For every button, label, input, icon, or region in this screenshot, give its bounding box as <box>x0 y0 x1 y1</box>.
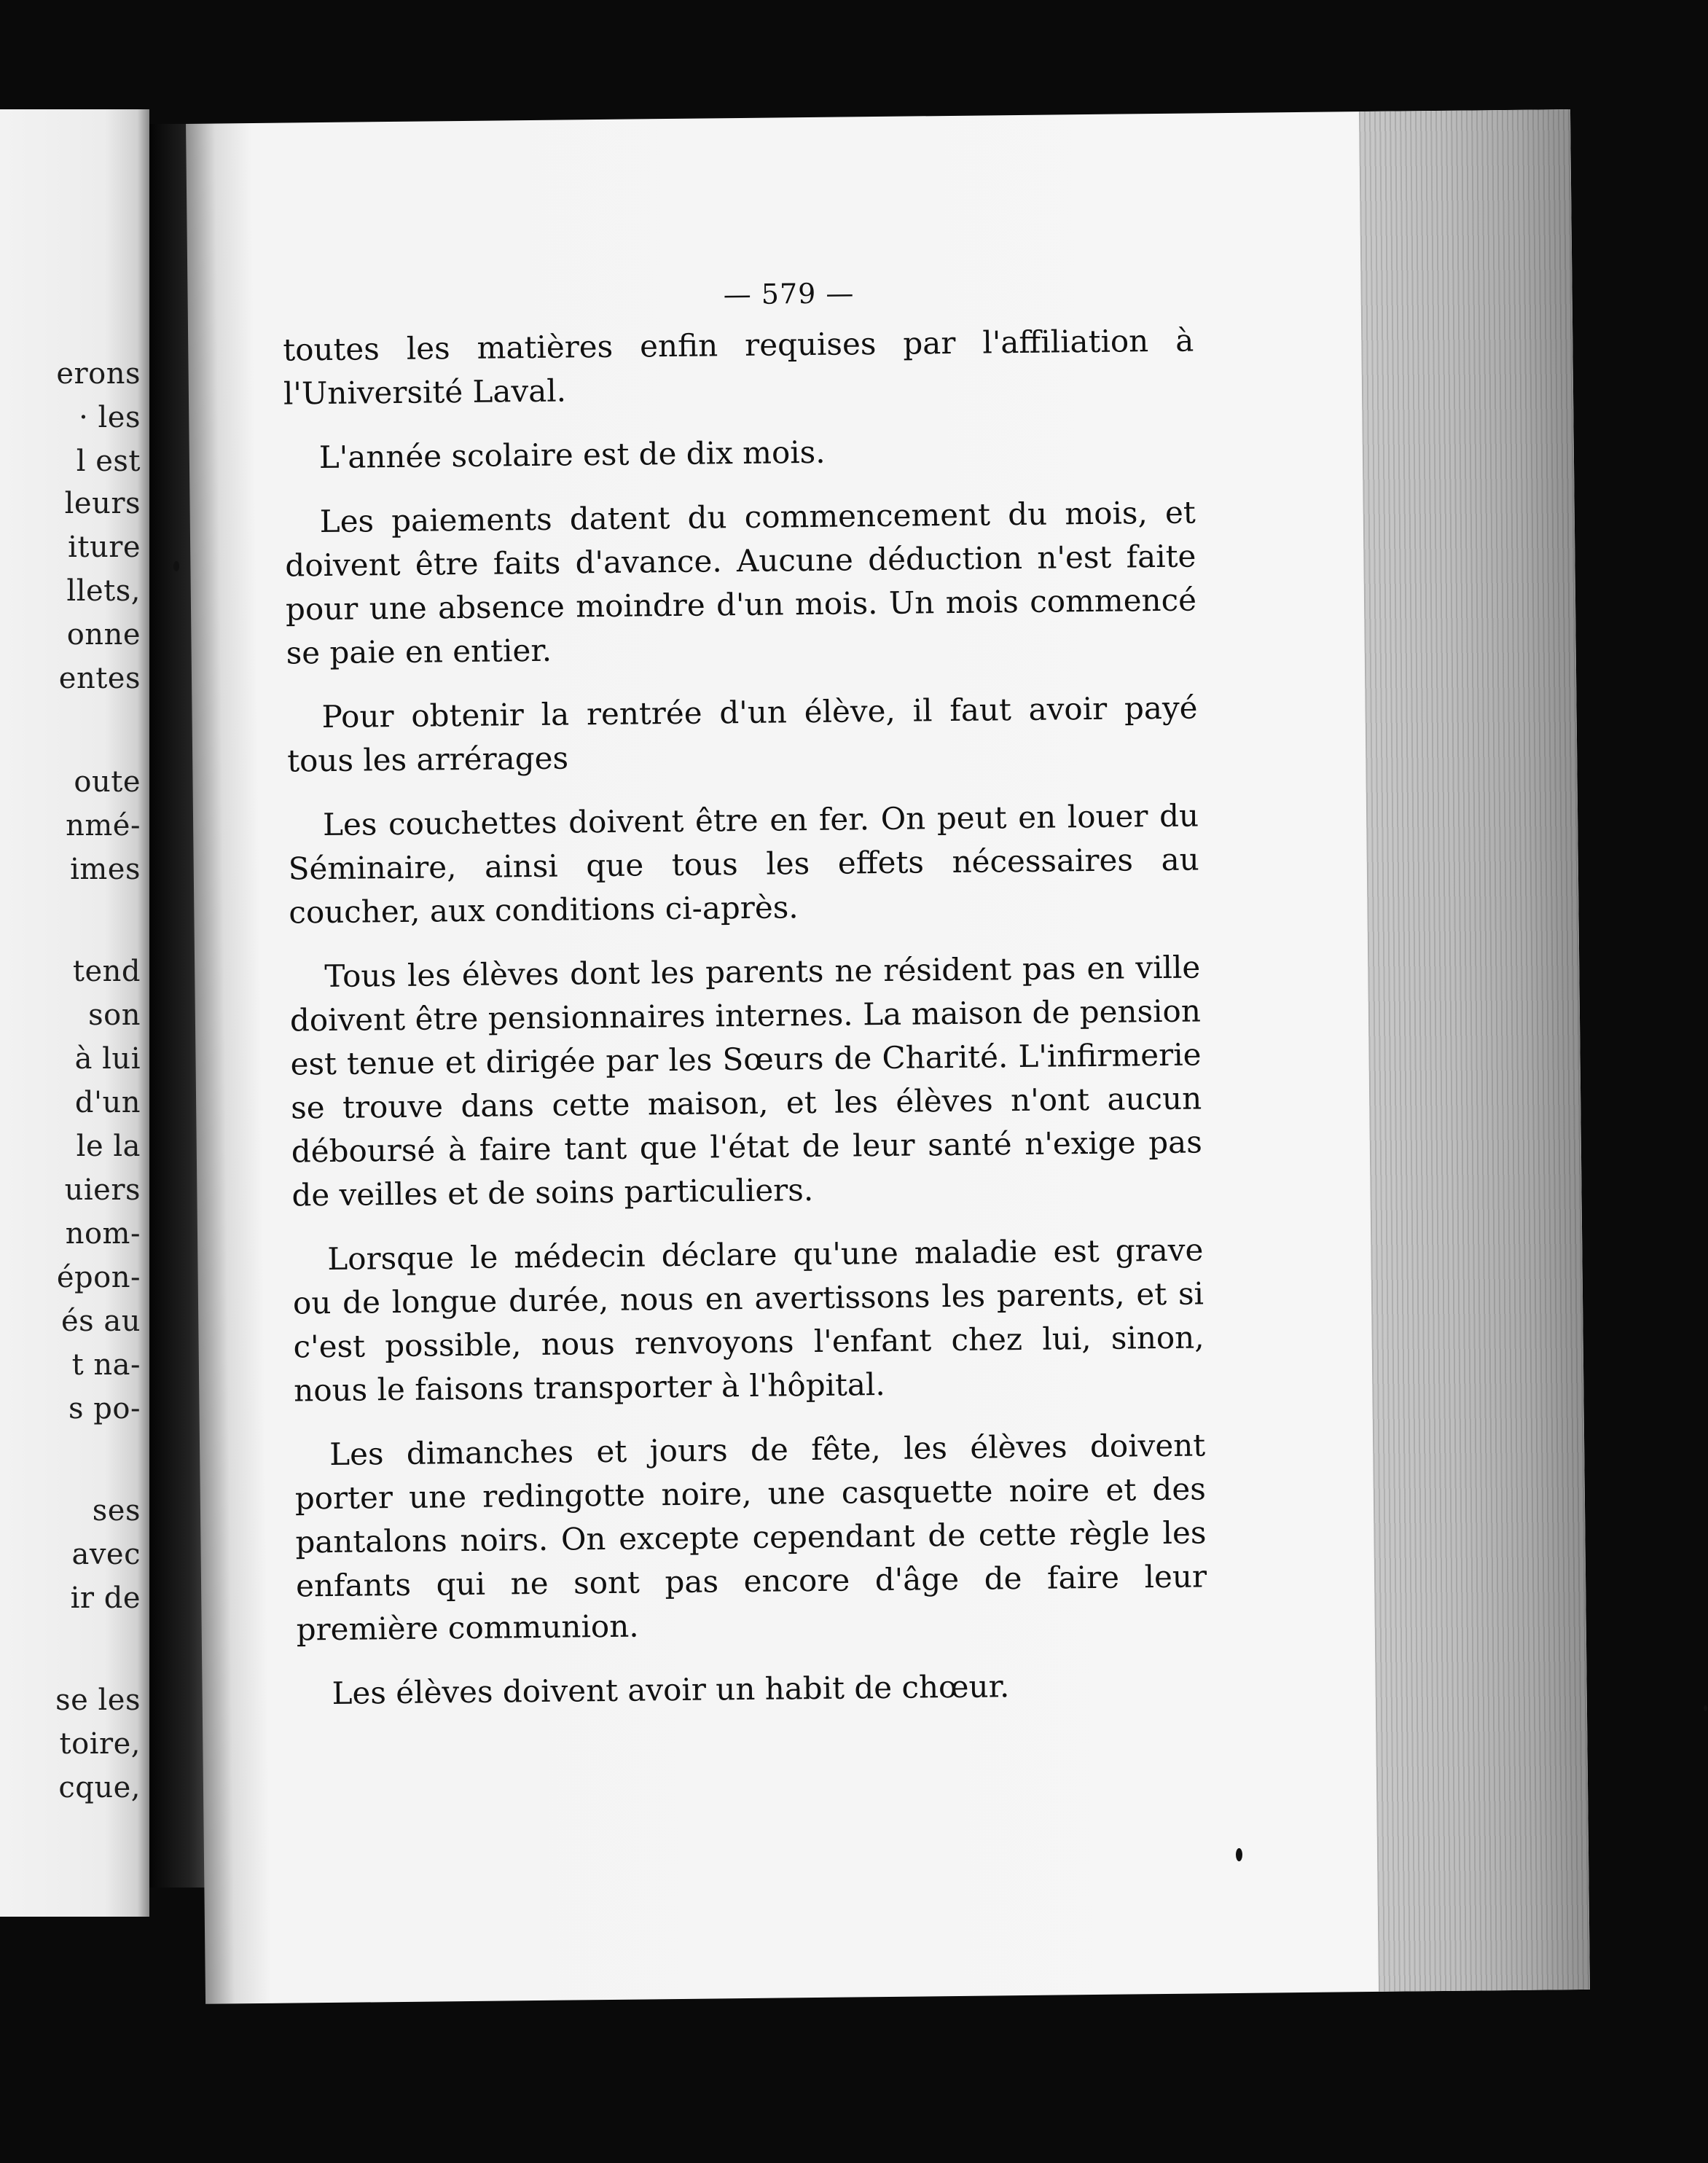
left-text-fragment: le la <box>76 1130 141 1163</box>
left-text-fragment: épon- <box>56 1261 141 1294</box>
left-text-fragment: d'un <box>74 1086 141 1119</box>
left-text-fragment: à lui <box>74 1042 141 1076</box>
left-text-fragment: son <box>88 998 141 1032</box>
left-text-fragment: toire, <box>59 1727 141 1761</box>
left-text-fragment: · les <box>79 401 141 434</box>
left-text-fragment: nmé- <box>66 809 141 842</box>
left-text-fragment: cque, <box>58 1771 141 1804</box>
paragraph: Les paiements datent du commencement du mois, et doivent être faits d'avance. Aucune déduction n'est faite pour une absence moindre d'un mois. Un mois commencé se paie en entier. <box>285 494 1197 671</box>
scan-speck <box>1236 1848 1242 1861</box>
left-text-fragment: oute <box>74 765 141 799</box>
left-text-fragment: onne <box>66 618 141 652</box>
paragraph: L'année scolaire est de dix mois. <box>318 434 826 476</box>
page-fore-edge <box>1359 109 1590 1992</box>
left-text-fragment: leurs <box>64 487 141 520</box>
left-text-fragment: erons <box>56 357 141 391</box>
left-text-fragment: tend <box>72 955 141 988</box>
paragraph: Les élèves doivent avoir un habit de chœur. <box>332 1668 1010 1711</box>
page-text-block <box>282 273 1208 1736</box>
paragraph: Tous les élèves dont les parents ne résident pas en ville doivent être pensionnaires internes. La maison de pension est tenue et dirigée par les Sœurs de Charité. L'infirmerie se trouve dans cette maison, et les élèves n'ont aucun déboursé à faire tant que l'état de leur santé n'exige pas de veilles et de soins particuliers. <box>289 949 1203 1213</box>
left-text-fragment: és au <box>60 1305 141 1338</box>
left-text-fragment: se les <box>55 1683 141 1717</box>
right-page <box>186 109 1590 2004</box>
scan-speck <box>173 561 179 571</box>
left-text-fragment: avec <box>71 1538 141 1571</box>
page-number: — 579 — <box>723 277 855 311</box>
left-text-fragment: ir de <box>70 1581 141 1615</box>
left-text-fragment: imes <box>70 853 141 886</box>
left-text-fragment: llets, <box>66 574 141 608</box>
paragraph: Les dimanches et jours de fête, les élèves doivent porter une redingotte noire, une casquette noire et des pantalons noirs. On excepte cependant de cette règle les enfants qui ne sont pas encore d'âge de faire leur première communion. <box>294 1427 1207 1648</box>
left-text-fragment: ses <box>92 1494 141 1528</box>
left-page <box>0 109 149 1917</box>
left-text-fragment: s po- <box>68 1392 141 1425</box>
paragraph: toutes les matières enfin requises par l'affiliation à l'Université Laval. <box>283 322 1194 412</box>
left-text-fragment: l est <box>76 445 141 478</box>
paragraph: Lorsque le médecin déclare qu'une maladie est grave ou de longue durée, nous en avertissons les parents, et si c'est possible, nous renvoyons l'enfant chez lui, sinon, nous le faisons transporter à l'hôpital. <box>292 1232 1204 1409</box>
left-text-fragment: nom- <box>65 1217 141 1251</box>
left-text-fragment: uiers <box>64 1173 141 1207</box>
left-text-fragment: iture <box>68 531 141 564</box>
scan-speck <box>1704 1705 1707 1711</box>
paragraph: Pour obtenir la rentrée d'un élève, il faut avoir payé tous les arrérages <box>286 689 1198 779</box>
paragraph: Les couchettes doivent être en fer. On peut en louer du Séminaire, ainsi que tous les effets nécessaires au coucher, aux conditions ci-après. <box>288 797 1199 931</box>
left-text-fragment: t na- <box>71 1348 141 1382</box>
left-text-fragment: entes <box>58 662 141 695</box>
